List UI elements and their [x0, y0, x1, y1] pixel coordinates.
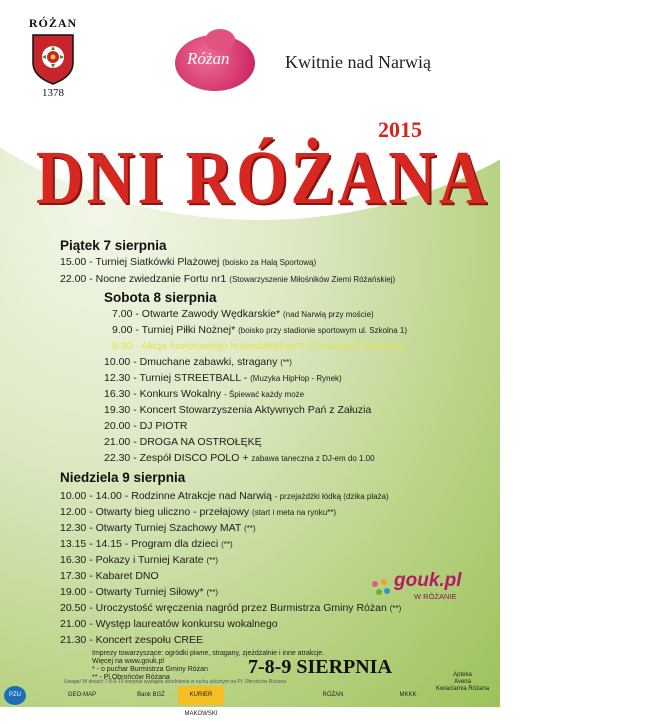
event-name: Turniej Siatkówki Plażowej [95, 256, 220, 268]
event-row: 16.30 - Pokazy i Turniej Karate (**) [60, 554, 219, 566]
sponsor-logo: MKKK [399, 692, 417, 698]
event-name: Otwarty bieg uliczno - przełajowy [95, 506, 250, 518]
logo-name: Różan [187, 49, 230, 68]
event-dates: 7-8-9 SIERPNIA [248, 656, 392, 678]
sponsor-logo: PZU [4, 686, 26, 705]
event-row: 13.15 - 14.15 - Program dla dzieci (**) [60, 538, 233, 550]
day-heading-friday: Piątek 7 sierpnia [60, 238, 167, 253]
crest-town-name: RÓŻAN [28, 16, 78, 30]
event-time: 15.00 [60, 256, 87, 268]
event-note: zabawa taneczna z DJ-em do 1.00 [251, 454, 375, 463]
rose-shield-icon [31, 33, 75, 85]
event-note: - Śpiewać każdy może [224, 390, 305, 399]
event-row: 9.00 - Turniej Piłki Nożnej* (boisko przy stadionie sportowym ul. Szkolna 1) [112, 324, 408, 336]
event-time: 16.30 [104, 388, 131, 400]
sponsor-logo: RÓŻAN [322, 692, 344, 698]
event-row: 19.30 - Koncert Stowarzyszenia Aktywnych Pań z Załuzia [104, 404, 372, 416]
event-time: 21.00 [104, 436, 131, 448]
event-row: 12.30 - Otwarty Turniej Szachowy MAT (**) [60, 522, 256, 534]
event-row: 12.00 - Otwarty bieg uliczno - przełajowy (start i meta na rynku**) [60, 506, 337, 518]
event-row: 12.30 - Turniej STREETBALL - (Muzyka HipHop - Rynek) [104, 372, 342, 384]
event-time: 19.00 [60, 586, 87, 598]
event-note: (**) [280, 358, 292, 367]
event-time: 19.30 [104, 404, 131, 416]
event-name: Otwarty Turniej Siłowy* [95, 586, 204, 598]
event-time: 17.30 [60, 570, 87, 582]
gouk-subtitle: W RÓŻANIE [414, 592, 457, 601]
event-name: Nocne zwiedzanie Fortu nr1 [95, 273, 227, 285]
event-time: 10.00 [104, 356, 131, 368]
day-heading-saturday: Sobota 8 sierpnia [104, 290, 217, 305]
event-note: (Muzyka HipHop - Rynek) [250, 374, 342, 383]
event-note: (nad Narwią przy moście) [283, 310, 374, 319]
crest-year: 1378 [42, 87, 64, 99]
event-name: Turniej Piłki Nożnej* [141, 324, 236, 336]
event-row: 20.50 - Uroczystość wręczenia nagród przez Burmistrza Gminy Różan (**) [60, 602, 402, 614]
info-line: * - o puchar Burmistrza Gminy Różan [92, 666, 208, 673]
event-note: (**) [221, 540, 233, 549]
event-time: 16.30 [60, 554, 87, 566]
store-name: Kwiaciarnia Różana [436, 686, 490, 692]
event-time: 13.15 - 14.15 [60, 538, 122, 550]
event-time: 22.00 [60, 273, 87, 285]
day-heading-sunday: Niedziela 9 sierpnia [60, 470, 186, 485]
event-name: Akcja honorowego krwiodawstwa** [141, 340, 305, 352]
event-note: (boisko za Halą Sportową) [222, 258, 317, 267]
event-time: 20.50 [60, 602, 87, 614]
gouk-dots-icon [370, 578, 392, 600]
petal-icon [205, 29, 235, 51]
event-row: 10.00 - Dmuchane zabawki, stragany (**) [104, 356, 292, 368]
info-line: Więcej na www.gouk.pl [92, 658, 164, 665]
event-note: - przejażdżki łódką (dzika plaża) [274, 492, 389, 501]
event-time: 9.30 [112, 340, 133, 352]
info-line: ** - Pl.Obrońców Różana [92, 674, 170, 681]
event-time: 22.30 [104, 452, 131, 464]
sponsor-logo: GEO-MAP [67, 692, 97, 698]
event-name: Pokazy i Turniej Karate [95, 554, 204, 566]
event-row: 21.00 - DROGA NA OSTROŁĘKĘ [104, 436, 262, 448]
event-name: DROGA NA OSTROŁĘKĘ [139, 436, 262, 448]
info-line: Imprezy towarzyszące: ogródki piwne, stragany, zjeżdżalnie i inne atrakcje. [92, 650, 325, 657]
event-name: DJ PIOTR [139, 420, 188, 432]
town-crest [18, 16, 88, 99]
event-note: (**) [244, 524, 256, 533]
event-name: Dmuchane zabawki, stragany [139, 356, 278, 368]
event-row: 16.30 - Konkurs Wokalny - Śpiewać każdy może [104, 388, 305, 400]
sponsor-logo: Bank BGŻ [137, 692, 165, 698]
event-name: Otwarte Zawody Wędkarskie* [141, 308, 281, 320]
event-row: 9.30 - Akcja honorowego krwiodawstwa** (w Publicznym Gimnazjum) [112, 340, 404, 352]
event-note: (start i meta na rynku**) [252, 508, 337, 517]
town-logo [175, 35, 475, 95]
event-note: (boisko przy stadionie sportowym ul. Szkolna 1) [238, 326, 408, 335]
store-name: Avena [454, 679, 471, 685]
event-name: Zespół DISCO POLO + [139, 452, 249, 464]
event-time: 21.30 [60, 634, 87, 646]
logo-tagline: Kwitnie nad Narwią [285, 52, 431, 72]
event-row: 15.00 - Turniej Siatkówki Plażowej (boisko za Halą Sportową) [60, 256, 317, 268]
event-time: 12.30 [104, 372, 131, 384]
sponsor-logo: KURIER MAKOWSKI [178, 686, 224, 705]
event-note: (**) [206, 556, 219, 565]
event-row: 7.00 - Otwarte Zawody Wędkarskie* (nad Narwią przy moście) [112, 308, 374, 320]
event-time: 12.00 [60, 506, 87, 518]
event-name: Otwarty Turniej Szachowy MAT [95, 522, 242, 534]
event-row: 22.30 - Zespół DISCO POLO + zabawa taneczna z DJ-em do 1.00 [104, 452, 375, 464]
event-year: 2015 [378, 117, 422, 142]
traffic-disclaimer: Uwaga! W dniach 7-8-9-10 sierpnia wystąpią utrudnienia w ruchu ulicznym na Pl. Obrońców Różana [64, 679, 287, 685]
event-name: Kabaret DNO [95, 570, 159, 582]
event-row: 19.00 - Otwarty Turniej Siłowy* (**) [60, 586, 219, 598]
event-name: Rodzinne Atrakcje nad Narwią [131, 490, 272, 502]
event-name: Koncert zespołu CREE [95, 634, 204, 646]
event-name: Występ laureatów konkursu wokalnego [95, 618, 278, 630]
event-name: Koncert Stowarzyszenia Aktywnych Pań z Załuzia [139, 404, 372, 416]
event-name: Konkurs Wokalny [139, 388, 222, 400]
event-row: 21.30 - Koncert zespołu CREE [60, 634, 204, 646]
event-time: 21.00 [60, 618, 87, 630]
event-row: 10.00 - 14.00 - Rodzinne Atrakcje nad Narwią - przejażdżki łódką (dzika plaża) [60, 490, 389, 502]
sponsor-bar [0, 686, 500, 717]
event-row: 21.00 - Występ laureatów konkursu wokalnego [60, 618, 278, 630]
event-note: (**) [206, 588, 219, 597]
event-note: (**) [389, 604, 402, 613]
gouk-logo: gouk.pl [394, 570, 462, 591]
event-time: 12.30 [60, 522, 87, 534]
event-name: Uroczystość wręczenia nagród przez Burmistrza Gminy Różan [95, 602, 387, 614]
store-sponsor [436, 672, 489, 693]
event-time: 10.00 - 14.00 [60, 490, 122, 502]
event-row: 17.30 - Kabaret DNO [60, 570, 159, 582]
event-note: (w Publicznym Gimnazjum) [306, 342, 404, 351]
store-name: Apteka [453, 672, 472, 678]
event-row: 22.00 - Nocne zwiedzanie Fortu nr1 (Stowarzyszenie Miłośników Ziemi Różańskiej) [60, 273, 396, 285]
event-row: 20.00 - DJ PIOTR [104, 420, 188, 432]
event-note: (Stowarzyszenie Miłośników Ziemi Różańskiej) [229, 275, 396, 284]
event-name: Turniej STREETBALL - [139, 372, 248, 384]
poster-title: DNI RÓŻANA [36, 136, 490, 221]
event-name: Program dla dzieci [131, 538, 219, 550]
event-time: 20.00 [104, 420, 131, 432]
event-time: 9.00 [112, 324, 133, 336]
event-time: 7.00 [112, 308, 133, 320]
